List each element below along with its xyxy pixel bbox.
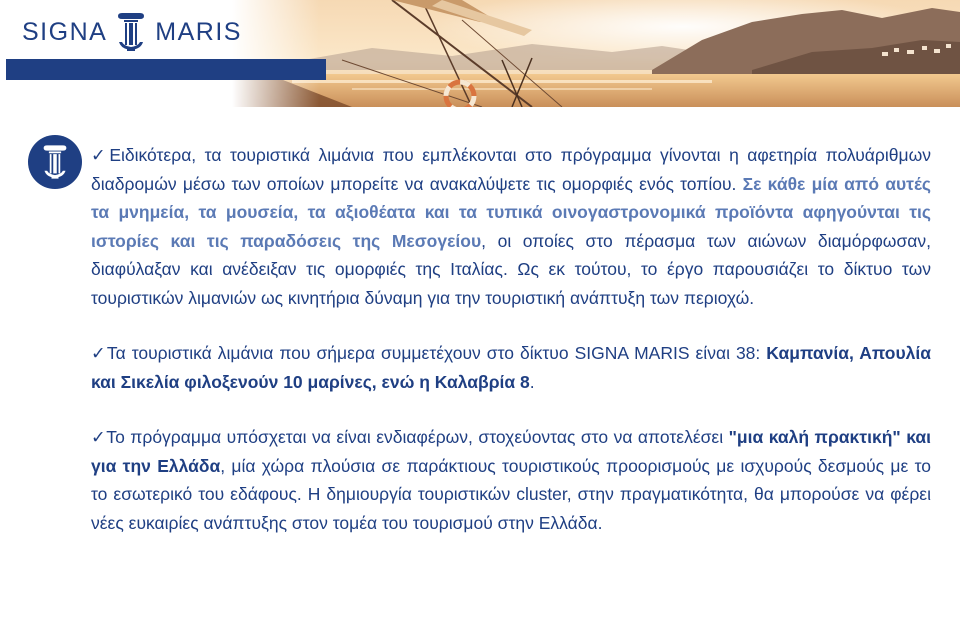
checkmark-icon: ✓ (91, 343, 107, 363)
paragraph-text: Ειδικότερα, τα τουριστικά λιμάνια που εμπλέκονται στο πρόγραμμα γίνονται η αφετηρία πολυάριθμων διαδρομών μέσω των οποίων μπορείτε να ανακαλύψετε τις ομορφιές ενός τοπίου. (91, 145, 931, 194)
header-bar (6, 59, 326, 80)
header (0, 0, 960, 82)
paragraph-ports-routes (91, 141, 931, 312)
signa-maris-logo (22, 12, 242, 52)
column-badge (28, 135, 82, 189)
checkmark-icon: ✓ (91, 427, 107, 447)
paragraph-bold-text: "μια καλή πρακτική" και για την Ελλάδα (91, 427, 931, 476)
paragraph-text: Τα τουριστικά λιμάνια που σήμερα συμμετέχουν στο δίκτυο SIGNA MARIS είναι 38: (106, 343, 767, 363)
column-anchor-icon (41, 144, 69, 180)
checkmark-icon: ✓ (91, 145, 110, 165)
paragraph-greece-practice (91, 423, 931, 537)
paragraph-bold-text: Σε κάθε μία από αυτές τα μνημεία, τα μουσεία, τα αξιοθέατα και τα τυπικά οινογαστρονομικά προϊόντα αφηγούνται τις ιστορίες και τις παραδόσεις της Μεσογείου (91, 173, 931, 251)
content (91, 141, 931, 537)
paragraph-text: , οι οποίες στο πέρασμα των αιώνων διαμόρφωσαν, διαφύλαξαν και ανέδειξαν τις ομορφιές της Ιταλίας. Ως εκ τούτου, το έργο παρουσιάζει το δίκτυο των τουριστικών λιμανιών ως κινητήρια δύναμη για την τουριστική ανάπτυξη των περιοχώ. (91, 230, 931, 308)
header-photo (232, 0, 960, 107)
paragraph-ports-count (91, 339, 931, 396)
column-anchor-icon (115, 12, 147, 52)
paragraph-bold-text: Καμπανία, Απουλία και Σικελία φιλοξενούν 10 μαρίνες, ενώ η Καλαβρία 8 (91, 343, 931, 392)
logo-word-right: MARIS (155, 17, 242, 46)
logo-word-left: SIGNA (22, 17, 108, 46)
paragraph-text: , μία χώρα πλούσια σε παράκτιους τουριστικούς προορισμούς με ισχυρούς δεσμούς με το το εσωτερικό του εδάφους. Η δημιουργία τουριστικών cluster, στην πραγματικότητα, θα μπορούσε να φέρει νέες ευκαιρίες ανάπτυξης στον τομέα του τουρισμού στην Ελλάδα. (91, 455, 931, 533)
paragraph-text: Το πρόγραμμα υπόσχεται να είναι ενδιαφέρων, στοχεύοντας στο να αποτελέσει (106, 427, 729, 447)
sailboat-sunset-image (232, 0, 960, 107)
paragraph-text: . (529, 371, 535, 392)
